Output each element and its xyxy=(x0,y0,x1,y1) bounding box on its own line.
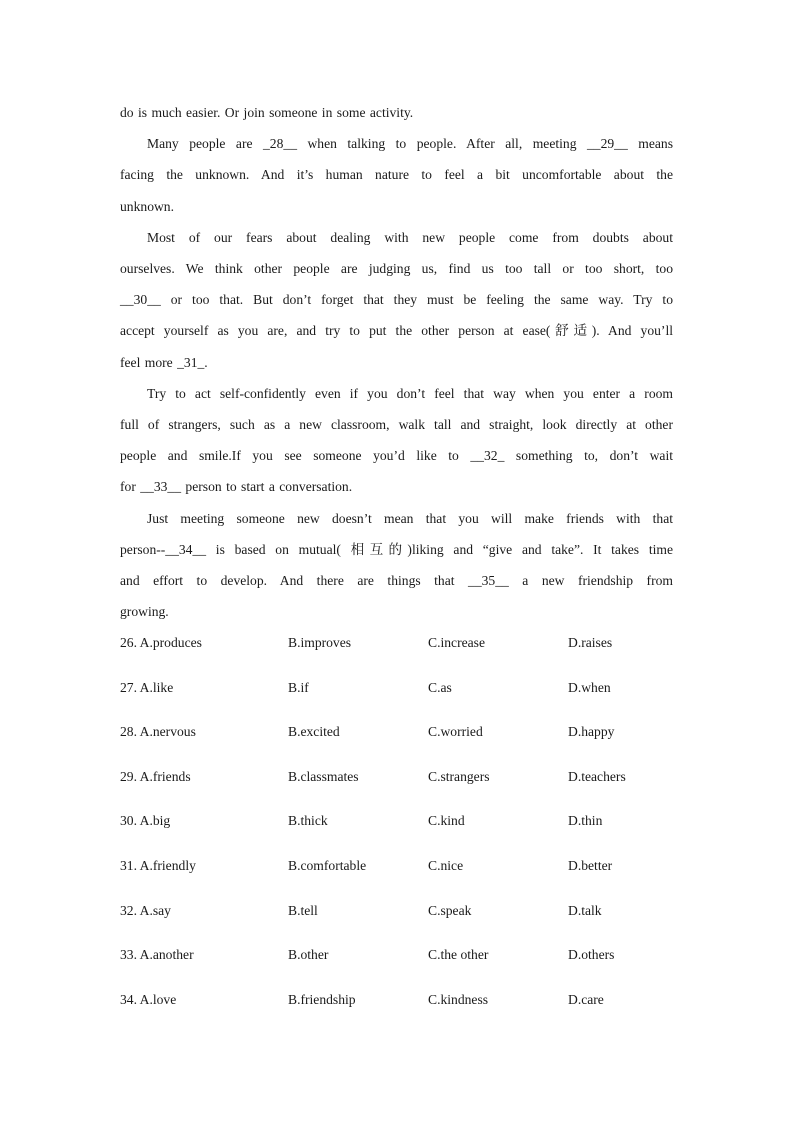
passage-line: Many people are _28__ when talking to people. After all, meeting __29__ means xyxy=(147,136,673,152)
option-a: 33. A.another xyxy=(120,947,194,963)
option-c: C.strangers xyxy=(428,768,490,784)
option-d: D.care xyxy=(568,991,604,1007)
option-b: B.excited xyxy=(288,724,340,740)
question-row xyxy=(120,851,680,896)
option-b: B.if xyxy=(288,679,309,695)
option-d: D.happy xyxy=(568,724,615,740)
question-row xyxy=(120,762,680,807)
option-b: B.tell xyxy=(288,902,318,918)
option-c: C.increase xyxy=(428,635,485,650)
passage-line: for __33__ person to start a conversation. xyxy=(120,479,353,495)
option-b: B.thick xyxy=(288,813,328,829)
option-c: C.kind xyxy=(428,813,465,829)
question-row xyxy=(120,628,680,673)
passage-paragraph xyxy=(120,222,673,378)
option-c: C.worried xyxy=(428,724,483,740)
option-a: 29. A.friends xyxy=(120,768,191,784)
question-row xyxy=(120,940,680,985)
option-c: C.the other xyxy=(428,947,489,963)
option-d: D.others xyxy=(568,947,615,963)
option-d: D.talk xyxy=(568,902,602,918)
option-b: B.improves xyxy=(288,635,352,650)
passage-paragraph xyxy=(120,378,673,503)
option-c: C.nice xyxy=(428,857,464,873)
option-b: B.other xyxy=(288,947,329,963)
passage-paragraph xyxy=(120,97,673,128)
passage-line: __30__ or too that. But don’t forget that they must be feeling the same way. Try to xyxy=(120,292,673,308)
passage-line: facing the unknown. And it’s human nature to feel a bit uncomfortable about the xyxy=(120,167,673,183)
option-a: 28. A.nervous xyxy=(120,724,196,740)
passage-line: growing. xyxy=(120,604,169,620)
passage-line: Most of our fears about dealing with new people come from doubts about xyxy=(147,229,673,245)
passage-line: people and smile.If you see someone you’d like to __32_ something to, don’t wait xyxy=(120,448,673,464)
option-d: D.raises xyxy=(568,635,613,650)
reading-passage xyxy=(120,97,673,627)
passage-line: person--__34__ is based on mutual( 相互的)liking and “give and take”. It takes time xyxy=(120,541,673,557)
passage-line: unknown. xyxy=(120,198,174,214)
passage-line: accept yourself as you are, and try to put the other person at ease(舒适). And you’ll xyxy=(120,323,673,339)
option-d: D.teachers xyxy=(568,768,626,784)
passage-line: Just meeting someone new doesn’t mean that you will make friends with that xyxy=(147,510,673,526)
option-a: 30. A.big xyxy=(120,813,171,829)
question-row xyxy=(120,717,680,762)
option-a: 32. A.say xyxy=(120,902,171,918)
option-c: C.kindness xyxy=(428,991,489,1007)
passage-line: full of strangers, such as a new classroom, walk tall and straight, look directly at other xyxy=(120,417,673,433)
passage-line: feel more _31_. xyxy=(120,354,208,370)
passage-line: and effort to develop. And there are things that __35__ a new friendship from xyxy=(120,573,673,589)
option-a: 26. A.produces xyxy=(120,635,202,650)
option-a: 31. A.friendly xyxy=(120,857,196,873)
answer-options xyxy=(120,628,680,1029)
question-row xyxy=(120,806,680,851)
option-d: D.thin xyxy=(568,813,603,829)
passage-line: ourselves. We think other people are judging us, find us too tall or too short, too xyxy=(120,261,673,277)
option-a: 27. A.like xyxy=(120,679,174,695)
option-a: 34. A.love xyxy=(120,991,177,1007)
passage-paragraph xyxy=(120,503,673,628)
option-b: B.friendship xyxy=(288,991,356,1007)
option-b: B.comfortable xyxy=(288,857,367,873)
option-c: C.as xyxy=(428,679,452,695)
option-b: B.classmates xyxy=(288,768,359,784)
question-row xyxy=(120,896,680,941)
option-d: D.better xyxy=(568,857,613,873)
passage-paragraph xyxy=(120,128,673,222)
passage-line: Try to act self-confidently even if you don’t feel that way when you enter a room xyxy=(147,385,673,401)
option-d: D.when xyxy=(568,679,611,695)
question-row xyxy=(120,985,680,1030)
passage-line: do is much easier. Or join someone in some activity. xyxy=(120,105,414,120)
question-row xyxy=(120,673,680,718)
option-c: C.speak xyxy=(428,902,472,918)
